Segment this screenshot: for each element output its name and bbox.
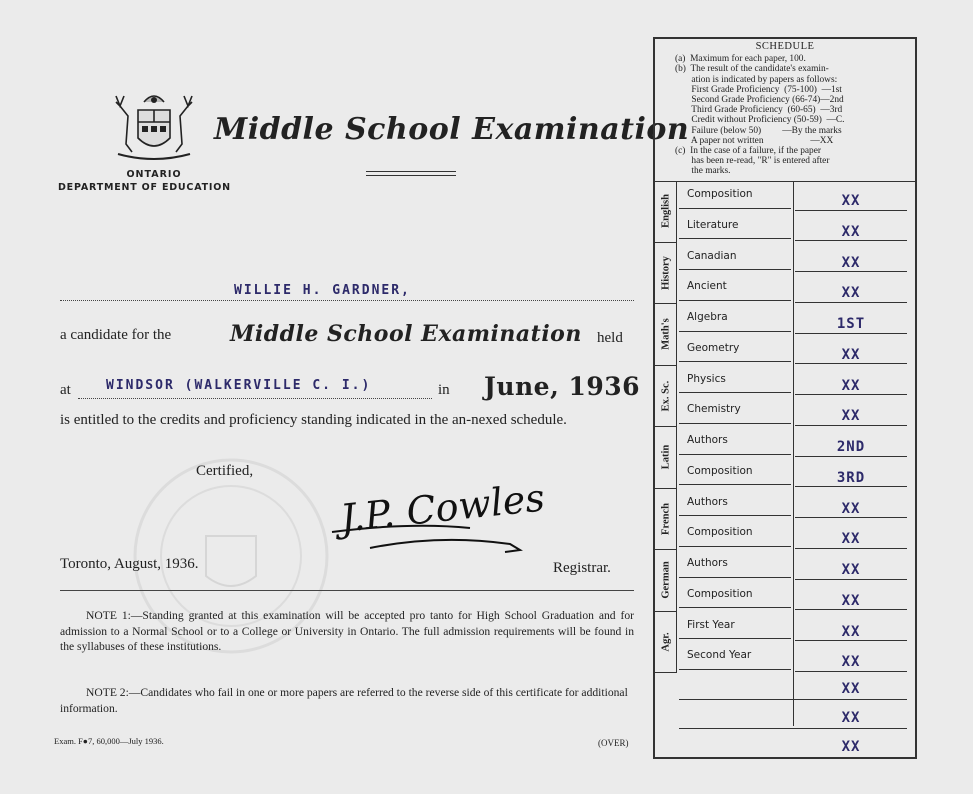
schedule-subject-rule xyxy=(679,269,791,270)
schedule-mark-rule xyxy=(795,333,907,334)
schedule-subject-rule xyxy=(679,331,791,332)
schedule-mark: 1ST xyxy=(836,316,866,332)
entitled-text: is entitled to the credits and proficiency standing indicated in the an-nexed schedule. xyxy=(60,412,567,428)
schedule-subject-label: First Year xyxy=(687,618,735,631)
schedule-table xyxy=(653,37,917,759)
exam-name: Middle School Examination xyxy=(230,321,582,347)
schedule-mark: XX xyxy=(841,500,861,517)
schedule-mark-rule xyxy=(795,271,907,272)
schedule-subject-rule xyxy=(679,577,791,578)
schedule-subject-label: Chemistry xyxy=(687,403,741,415)
notes-divider xyxy=(60,590,634,591)
province-label: ONTARIO xyxy=(126,169,182,180)
schedule-subject-rule xyxy=(679,300,791,301)
schedule-mark: XX xyxy=(841,592,861,609)
schedule-title: SCHEDULE xyxy=(755,41,815,52)
schedule-rules: (a) Maximum for each paper, 100. (b) The result of the candidate's examin- ation is indicated by papers as follows: First Grade Proficiency (75-100) —1st Second Grade Proficiency (66-74)—2nd Third Grade Proficiency (60-65) —3rd Credit without Proficiency (50-59) —C. Failure (below 50) —By the marks A paper not written —XX (c) In the case of a failure, if the paper has been re-read, "R" is entered after the marks. xyxy=(675,54,845,177)
schedule-subject-rule xyxy=(679,454,791,455)
schedule-extra-mark: XX xyxy=(841,739,861,755)
note-1: NOTE 1:—Standing granted at this examination will be accepted pro tanto for High School Graduation and for admission to a Normal School or to a College or University in Ontario. The full admission requirements will be found in the syllabuses of these institutions. xyxy=(60,609,634,653)
schedule-group xyxy=(655,243,677,305)
schedule-mark: XX xyxy=(841,531,861,547)
schedule-subject-rule xyxy=(679,638,791,639)
title-double-rule xyxy=(366,171,456,176)
schedule-group-label: Math's xyxy=(660,318,671,350)
schedule-group xyxy=(655,181,677,243)
candidate-text: a candidate for the xyxy=(60,327,172,343)
schedule-mark-rule xyxy=(795,425,907,426)
schedule-group-label: German xyxy=(660,561,671,599)
schedule-subject-label: Composition xyxy=(687,188,753,200)
ontario-coat-of-arms-icon xyxy=(110,86,198,166)
exam-location: WINDSOR (WALKERVILLE C. I.) xyxy=(106,378,372,393)
page-title: Middle School Examination xyxy=(214,112,690,147)
schedule-mark: XX xyxy=(841,223,861,240)
schedule-mark-rule xyxy=(795,363,907,364)
schedule-subject-rule xyxy=(679,515,791,516)
schedule-mark: 3RD xyxy=(836,469,866,486)
certified-label: Certified, xyxy=(196,463,254,479)
schedule-mark: XX xyxy=(841,562,861,578)
schedule-group-label: French xyxy=(660,502,671,535)
schedule-subject-rule xyxy=(679,546,791,547)
schedule-mark-rule xyxy=(795,302,907,303)
schedule-mark: XX xyxy=(841,408,861,424)
schedule-subject-label: Literature xyxy=(687,218,739,231)
schedule-mark: XX xyxy=(841,346,861,363)
registrar-signature: J.P. Cowles xyxy=(338,475,547,541)
note-2: NOTE 2:—Candidates who fail in one or more papers are referred to the reverse side of this certificate for additional information. xyxy=(60,686,628,715)
schedule-subject-label: Second Year xyxy=(687,649,752,661)
department-label: DEPARTMENT OF EDUCATION xyxy=(58,182,231,193)
schedule-extra-mark: XX xyxy=(841,710,861,726)
schedule-column-divider xyxy=(793,181,794,726)
schedule-group xyxy=(655,612,677,674)
schedule-subject-label: Authors xyxy=(687,557,728,569)
schedule-mark-rule xyxy=(795,456,907,457)
schedule-mark-rule xyxy=(795,210,907,211)
schedule-subject-label: Authors xyxy=(687,434,728,446)
held-label: held xyxy=(597,330,623,346)
schedule-mark: XX xyxy=(841,254,861,271)
registrar-label: Registrar. xyxy=(553,560,611,576)
schedule-subject-label: Physics xyxy=(687,372,726,385)
schedule-subject-label: Composition xyxy=(687,526,753,538)
schedule-mark-rule xyxy=(795,609,907,610)
schedule-extra-mark: XX xyxy=(841,681,861,697)
schedule-group-label: Agr. xyxy=(660,632,671,652)
schedule-subject-rule xyxy=(679,423,791,424)
schedule-mark-rule xyxy=(795,640,907,641)
schedule-subject-rule xyxy=(679,392,791,393)
schedule-subject-label: Geometry xyxy=(687,341,740,354)
schedule-subject-rule xyxy=(679,607,791,608)
schedule-subject-label: Composition xyxy=(687,587,753,600)
schedule-mark: XX xyxy=(841,623,861,640)
schedule-subject-rule xyxy=(679,669,791,670)
schedule-extra-rule xyxy=(679,728,907,729)
schedule-subject-rule xyxy=(679,238,791,239)
schedule-mark: 2ND xyxy=(836,439,866,455)
schedule-mark: XX xyxy=(841,654,861,670)
schedule-group-label: Ex. Sc. xyxy=(660,380,671,412)
schedule-subject-rule xyxy=(679,361,791,362)
in-label: in xyxy=(438,382,450,398)
form-number: Exam. F●7, 60,000—July 1936. xyxy=(54,736,164,746)
schedule-group xyxy=(655,427,677,489)
schedule-group xyxy=(655,489,677,551)
schedule-mark-rule xyxy=(795,486,907,487)
schedule-header xyxy=(655,39,915,182)
schedule-group xyxy=(655,304,677,366)
exam-date: June, 1936 xyxy=(484,372,641,401)
schedule-mark-rule xyxy=(795,394,907,395)
signature-flourish-icon xyxy=(330,520,550,560)
schedule-group xyxy=(655,366,677,428)
schedule-mark: XX xyxy=(841,193,861,209)
over-label: (OVER) xyxy=(598,738,629,748)
candidate-name: WILLIE H. GARDNER, xyxy=(234,283,411,298)
schedule-mark: XX xyxy=(841,285,861,301)
schedule-mark-rule xyxy=(795,548,907,549)
schedule-extra-rule xyxy=(679,699,907,700)
place-date: Toronto, August, 1936. xyxy=(60,556,199,572)
schedule-mark-rule xyxy=(795,579,907,580)
schedule-mark-rule xyxy=(795,240,907,241)
schedule-group-label: Latin xyxy=(660,444,671,470)
schedule-subject-rule xyxy=(679,484,791,485)
schedule-mark: XX xyxy=(841,377,861,394)
schedule-group-label: History xyxy=(660,255,671,290)
at-label: at xyxy=(60,382,71,398)
schedule-mark-rule xyxy=(795,517,907,518)
schedule-subject-label: Algebra xyxy=(687,311,728,323)
schedule-subject-label: Canadian xyxy=(687,249,737,262)
schedule-subject-rule xyxy=(679,208,791,209)
schedule-subject-label: Ancient xyxy=(687,280,727,292)
schedule-group-label: English xyxy=(660,194,671,229)
schedule-mark-rule xyxy=(795,671,907,672)
schedule-group xyxy=(655,550,677,612)
schedule-subject-label: Composition xyxy=(687,464,753,477)
schedule-subject-label: Authors xyxy=(687,495,728,508)
